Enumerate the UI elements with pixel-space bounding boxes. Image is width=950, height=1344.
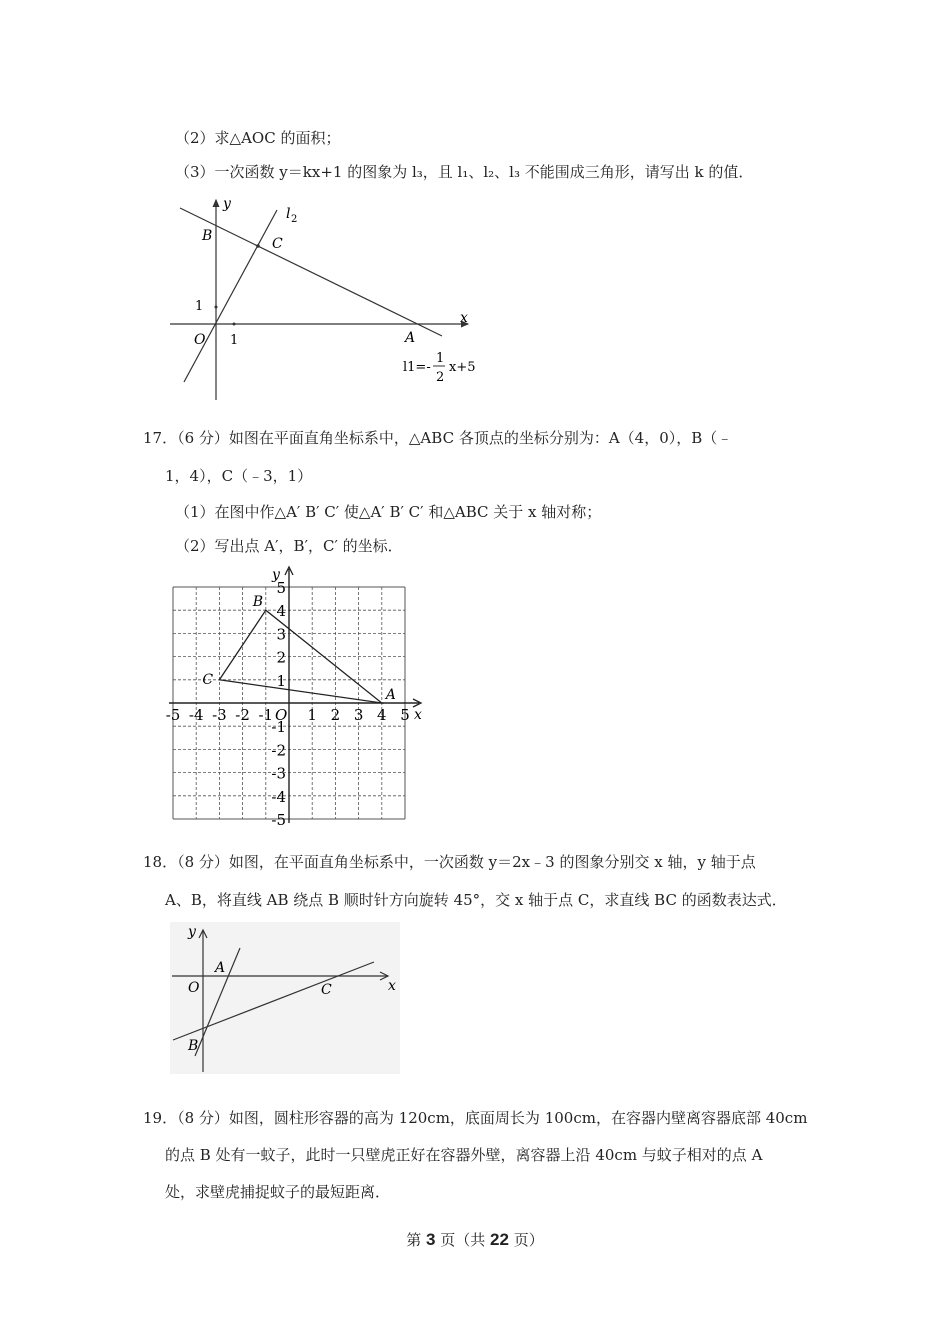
q18-figure [170, 922, 400, 1074]
q17-grid-figure [160, 563, 430, 831]
x-tick-label: -3 [212, 706, 227, 724]
y-tick-label: 4 [276, 602, 286, 621]
x-tick-label: 2 [330, 706, 341, 724]
q18-x-label: x [388, 978, 396, 994]
q16-tick-label-y1: 1 [195, 299, 204, 314]
x-tick-label: 3 [353, 706, 364, 724]
q16-tick-y1 [215, 306, 218, 309]
q18-y-label: y [188, 924, 196, 940]
x-tick-label: -2 [235, 706, 250, 724]
y-tick-label: 3 [276, 625, 286, 644]
q19-line3: 处，求壁虎捕捉蚊子的最短距离． [165, 1183, 391, 1201]
q16-tick-x1 [233, 323, 236, 326]
q17-line1: 17．（6 分）如图在平面直角坐标系中，△ABC 各顶点的坐标分别为：A（4，0），B（﹣ [143, 429, 733, 447]
q16-label-o: O [194, 332, 206, 348]
q17-part2: （2）写出点 A′，B′，C′ 的坐标． [175, 537, 403, 555]
y-tick-label: -4 [271, 787, 286, 806]
q16-label-a: A [405, 330, 416, 346]
footer-prefix: 第 [406, 1231, 427, 1249]
q16-eq-prefix: l1=- [403, 360, 431, 375]
q16-figure [160, 190, 490, 405]
footer-total-pages: 22 [490, 1230, 509, 1249]
footer-page-number: 3 [426, 1230, 436, 1249]
y-tick-label: -1 [271, 718, 286, 737]
q16-label-b: B [202, 228, 213, 244]
q16-eq-suffix: x+5 [449, 360, 476, 375]
q18-label-a: A [215, 960, 226, 976]
q16-x-label: x [460, 310, 468, 326]
y-tick-label: -2 [271, 741, 286, 760]
q17-part1: （1）在图中作△A′ B′ C′ 使△A′ B′ C′ 和△ABC 关于 x 轴对称； [175, 503, 602, 521]
y-axis-label: y [272, 567, 280, 583]
y-tick-label: -3 [271, 764, 286, 783]
x-tick-label: 1 [307, 706, 317, 724]
vertex-label-c: C [202, 671, 214, 688]
q16-label-l2-sub: 2 [291, 214, 298, 225]
q16-label-l2: l [286, 206, 291, 222]
q16-tick-label-x1: 1 [230, 333, 239, 348]
q18-label-b: B [188, 1038, 199, 1054]
q18-label-o: O [188, 980, 200, 996]
x-axis-label: x [414, 707, 422, 723]
q16-part3: （3）一次函数 y＝kx+1 的图象为 l₃，且 l₁、l₂、l₃ 不能围成三角形，请写出 k 的值． [175, 163, 754, 181]
q16-y-label: y [223, 196, 231, 212]
x-tick-label: 4 [377, 706, 387, 724]
y-tick-label: 1 [276, 671, 286, 690]
q16-label-c: C [272, 236, 283, 252]
q16-part2: （2）求△AOC 的面积； [175, 129, 341, 147]
q18-label-c: C [321, 982, 332, 998]
y-tick-label: 2 [276, 648, 286, 667]
page-footer [0, 1229, 950, 1250]
vertex-label-a: A [385, 687, 396, 703]
q16-eq-den: 2 [436, 370, 445, 385]
q19-line2: 的点 B 处有一蚊子，此时一只壁虎正好在容器外壁，离容器上沿 40cm 与蚊子相对的点 A [165, 1146, 763, 1164]
vertex-label-b: B [252, 594, 264, 611]
q18-line1: 18．（8 分）如图，在平面直角坐标系中，一次函数 y＝2x﹣3 的图象分别交 x 轴，y 轴于点 [143, 853, 756, 871]
y-tick-label: -5 [271, 811, 286, 829]
q16-point-c [256, 244, 260, 248]
x-tick-label: 5 [400, 706, 410, 724]
footer-suffix: 页） [508, 1231, 544, 1249]
x-tick-label: -1 [258, 706, 274, 724]
footer-middle: 页（共 [435, 1231, 491, 1249]
q17-line2: 1，4），C（﹣3，1） [165, 467, 313, 485]
q18-line2: A、B，将直线 AB 绕点 B 顺时针方向旋转 45°，交 x 轴于点 C，求直线 BC 的函数表达式． [165, 891, 787, 909]
x-tick-label: -5 [165, 706, 181, 724]
y-tick-label: 5 [276, 579, 286, 597]
q16-eq-num: 1 [436, 351, 445, 366]
q19-line1: 19．（8 分）如图，圆柱形容器的高为 120cm，底面周长为 100cm，在容器内壁离容器底部 40cm [143, 1109, 808, 1127]
origin-label: O [275, 706, 288, 724]
q16-line-l2 [184, 210, 277, 382]
x-tick-label: -4 [188, 706, 204, 724]
